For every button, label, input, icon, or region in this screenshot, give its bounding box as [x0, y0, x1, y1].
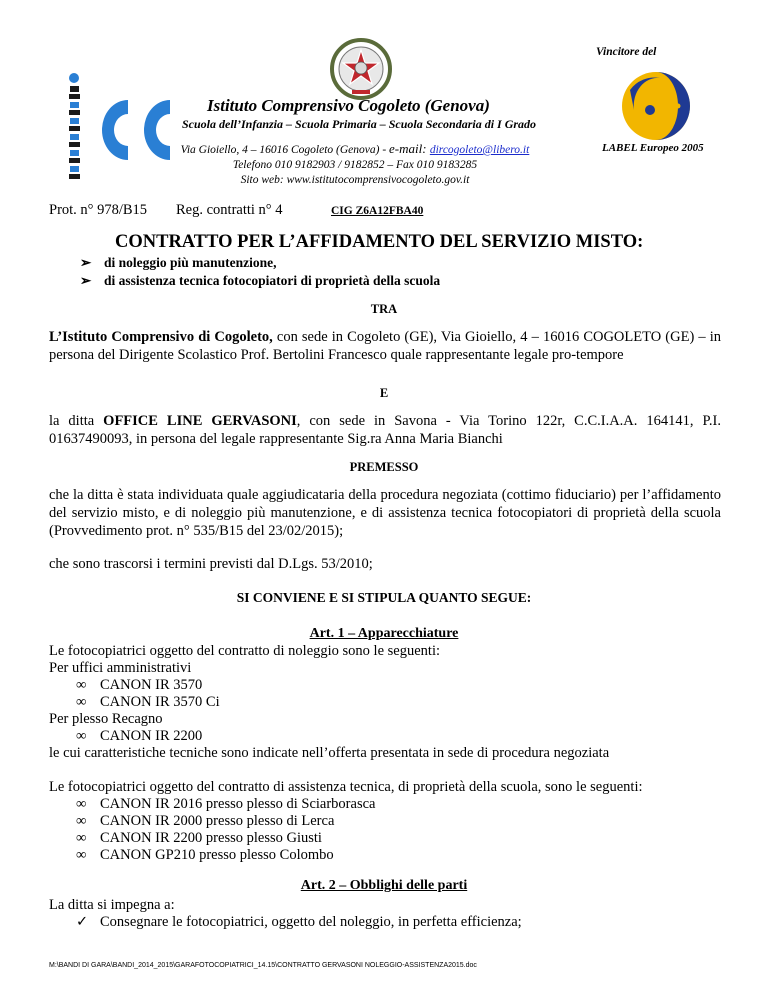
- cig-code: CIG Z6A12FBA40: [331, 205, 424, 217]
- premesso-paragraph-1: che la ditta è stata individuata quale aggiudicataria della procedura negoziata (cottimo fiduciario) per l’affidamento del servizio misto, e di noleggio più manutenzione, e di assistenza tecnica fotocopiatori di proprietà della scuola (Provvedimento prot. n° 535/B15 del 23/02/2015);: [49, 487, 721, 539]
- art1-intro: Le fotocopiatrici oggetto del contratto di noleggio sono le seguenti:: [49, 643, 440, 659]
- winner-label: Vincitore del: [596, 46, 657, 58]
- art1-group-uffici: Per uffici amministrativi: [49, 660, 192, 676]
- list-item: ∞ CANON IR 3570: [76, 677, 203, 693]
- premesso-paragraph-2: che sono trascorsi i termini previsti dal D.Lgs. 53/2010;: [49, 556, 373, 572]
- section-e: E: [379, 386, 389, 400]
- art2-intro: La ditta si impegna a:: [49, 897, 175, 913]
- list-item: ∞ CANON GP210 presso plesso Colombo: [76, 847, 334, 863]
- address-text: Via Gioiello, 4 – 16016 Cogoleto (Genova) -: [180, 144, 390, 156]
- website-line: Sito web: www.istitutocomprensivocogoleto.gov.it: [240, 174, 470, 186]
- list-item: ✓ Consegnare le fotocopiatrici, oggetto del noleggio, in perfetta efficienza;: [76, 914, 522, 930]
- infinity-bullet-icon: ∞: [76, 694, 87, 710]
- infinity-bullet-icon: ∞: [76, 796, 87, 812]
- infinity-bullet-icon: ∞: [76, 677, 87, 693]
- email-label: e-mail:: [389, 141, 430, 156]
- party-one-paragraph: [49, 328, 721, 364]
- party-one-name: L’Istituto Comprensivo di Cogoleto,: [49, 329, 273, 345]
- school-subtitle: Scuola dell’Infanzia – Scuola Primaria – Scuola Secondaria di I Grado: [182, 117, 537, 131]
- list-item: ∞ CANON IR 2200: [76, 728, 203, 744]
- phone-line: Telefono 010 9182903 / 9182852 – Fax 010 9183285: [232, 159, 478, 171]
- section-conviene: SI CONVIENE E SI STIPULA QUANTO SEGUE:: [236, 590, 532, 605]
- infinity-bullet-icon: ∞: [76, 728, 87, 744]
- footer-file-path: M:\BANDI DI GARA\BANDI_2014_2015\GARAFOTOCOPIATRICI_14.15\CONTRATTO GERVASONI NOLEGGIO-ASSISTENZA2015.doc: [49, 962, 477, 969]
- title-bullet-2: ➢ di assistenza tecnica fotocopiatori di proprietà della scuola: [80, 273, 441, 288]
- list-item: ∞ CANON IR 2200 presso plesso Giusti: [76, 830, 322, 846]
- contract-title: CONTRATTO PER L’AFFIDAMENTO DEL SERVIZIO MISTO:: [115, 232, 644, 252]
- section-premesso: PREMESSO: [349, 460, 419, 474]
- checkmark-bullet-icon: ✓: [76, 914, 89, 930]
- school-name: Istituto Comprensivo Cogoleto (Genova): [207, 96, 490, 115]
- european-label-logo: [620, 70, 692, 142]
- arrow-bullet-icon: ➢: [80, 255, 92, 270]
- section-tra: TRA: [370, 302, 398, 316]
- party-two-name: OFFICE LINE GERVASONI: [103, 413, 297, 429]
- label-award: LABEL Europeo 2005: [602, 142, 704, 154]
- reg-contratti: Reg. contratti n° 4: [176, 202, 283, 218]
- party-one-details: con sede in Cogoleto (GE), Via Gioiello, 4 – 16016 COGOLETO (GE) – in persona del Dirigente Scolastico Prof. Bertolini Francesco quale rappresentante legale pro-tempore: [49, 329, 721, 363]
- art2-title: Art. 2 – Obblighi delle parti: [300, 878, 468, 893]
- party-two-paragraph: la ditta OFFICE LINE GERVASONI, con sede in Savona - Via Torino 122r, C.C.I.A.A. 164141, P.I. 01637490093, in persona del legale rappresentante Sig.ra Anna Maria Bianchi: [49, 413, 721, 447]
- arrow-bullet-icon: ➢: [80, 273, 92, 288]
- infinity-bullet-icon: ∞: [76, 830, 87, 846]
- list-item: ∞ CANON IR 2016 presso plesso di Sciarborasca: [76, 796, 376, 812]
- list-item: ∞ CANON IR 2000 presso plesso di Lerca: [76, 813, 335, 829]
- art1-title: Art. 1 – Apparecchiature: [309, 626, 459, 641]
- infinity-bullet-icon: ∞: [76, 813, 87, 829]
- infinity-bullet-icon: ∞: [76, 847, 87, 863]
- title-bullet-1: ➢ di noleggio più manutenzione,: [80, 255, 277, 270]
- art1-intro-2: Le fotocopiatrici oggetto del contratto di assistenza tecnica, di proprietà della scuola, sono le seguenti:: [49, 779, 643, 795]
- art1-group-recagno: Per plesso Recagno: [49, 711, 163, 727]
- art1-outro: le cui caratteristiche tecniche sono indicate nell’offerta presentata in sede di procedura negoziata: [49, 745, 610, 761]
- list-item: ∞ CANON IR 3570 Ci: [76, 694, 220, 710]
- party-two-details: , con sede in Savona - Via Torino 122r, C.C.I.A.A. 164141, P.I. 01637490093, in persona del legale rappresentante Sig.ra Anna Maria Bianchi: [49, 413, 721, 447]
- prot-number: Prot. n° 978/B15: [49, 202, 148, 218]
- republic-emblem: [330, 38, 392, 100]
- email-link[interactable]: dircogoleto@libero.it: [429, 144, 530, 156]
- school-address: [160, 141, 550, 188]
